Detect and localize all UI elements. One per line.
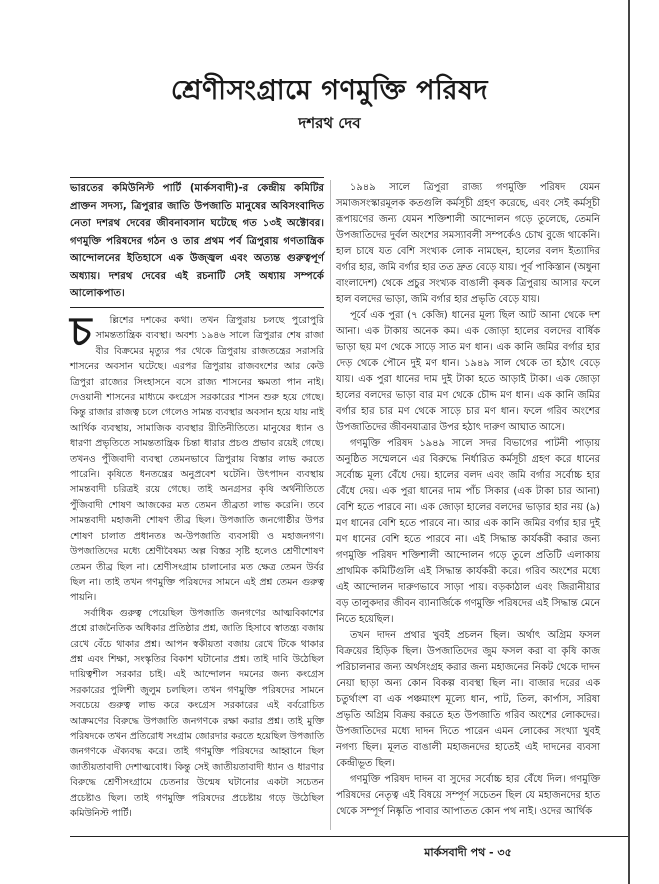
paragraph: ১৯৪৯ সালে ত্রিপুরা রাজ্য গণমুক্তি পরিষদ যেমন সমাজসংস্কারমূলক কতগুলি কর্মসূচী গ্রহণ করেছে, এবং সেই কর্মসূচী রূপায়ণের জন্য যেমন শক্তিশালী আন্দোলন গড়ে তুলেছে, তেমনি উপজাতিদের দুর্বল অংশের সমস্যাবলী সম্পর্কেও চোখ বুজে থাকেনি। হাল চাষে যত বেশি সংখ্যক লোক নামছেন, হালের বলদ ইত্যাদির বর্গার হার, জমি বর্গার হার তত দ্রুত বেড়ে যায়। পূর্ব পাকিস্তান (অধুনা বাংলাদেশ) থেকে প্রচুর সংখ্যক বাঙালী কৃষক ত্রিপুরায় আসার ফলে হাল বলদের ভাড়া, জমি বর্গার হার প্রভৃতি বেড়ে যায়। (336, 182, 600, 305)
column-divider (330, 180, 331, 830)
article-intro: ভারতের কমিউনিস্ট পার্টি (মার্কসবাদী)-র কেন্দ্রীয় কমিটির প্রাক্তন সদস্য, ত্রিপুরার জাতি উপজাতি মানুষের অবিসংবাদিত নেতা দশরথ দেবের জীবনাবসান ঘটেছে গত ১৩ই অক্টোবর। গণমুক্তি পরিষদের গঠন ও তার প্রথম পর্ব ত্রিপুরায় গণতান্ত্রিক আন্দোলনের ইতিহাসে এক উজ্জ্বল এবং অত্যন্ত গুরুত্বপূর্ণ অধ্যায়। দশরথ দেবের এই রচনাটি সেই অধ্যায় সম্পর্কে আলোকপাত। (70, 183, 324, 299)
intro-top-rule (70, 177, 324, 178)
paragraph-text: ল্লিশের দশকের কথা। তখন ত্রিপুরায় চলছে পুরোপুরি সামন্ততান্ত্রিক ব্যবস্থা। অবশ্য ১৯৪৬ সালে ত্রিপুরার শেষ রাজা বীর বিক্রমের মৃত্যুর পর থেকে ত্রিপুরায় রাজতন্ত্রের সরাসরি শাসনের অবসান ঘটেছে। এরপর ত্রিপুরায় রাজবংশের আর কেউ ত্রিপুরা রাজ্যের সিংহাসনে বসে রাজ্য শাসনের ক্ষমতা পান নাই। দেওয়ানী শাসনের মাধ্যমে কংগ্রেস সরকারের শাসন শুরু হয়ে গেছে। কিন্তু রাজার রাজত্ব চলে গেলেও সামন্ত ব্যবস্থার অবসান হয়ে যায় নাই আর্থিক ব্যবস্থায়, সামাজিক ব্যবস্থার রীতিনীতিতে। মানুষের ধ্যান ও ধারণা প্রভৃতিতে সামন্ততান্ত্রিক চিন্তা ধারার প্রচণ্ড প্রভাব রয়েই গেছে। তখনও পুঁজিবাদী ব্যবস্থা তেমনভাবে ত্রিপুরায় বিস্তার লাভ করতে পারেনি। কৃষিতে ধনতন্ত্রের অনুপ্রবেশ ঘটেনি। উৎপাদন ব্যবস্থায় সামন্তবাদী চরিত্রই রয়ে গেছে। তাই অনগ্রসর কৃষি অর্থনীতিতে পুঁজিবাদী শোষণ আজকের মত তেমন তীব্রতা লাভ করেনি। তবে সামন্তবাদী মহাজনী শোষণ তীব্র ছিল। উপজাতি জনগোষ্ঠীর উপর শোষণ চালাত প্রধানতঃ অ-উপজাতি ব্যবসায়ী ও মহাজনগণ। উপজাতিদের মধ্যে শ্রেণীবৈষম্য অল্প বিস্তর সৃষ্টি হলেও শ্রেণীশোষণ তেমন তীব্র ছিল না। শ্রেণীসংগ্রাম চালানোর মত ক্ষেত্র তেমন উর্বর ছিল না। তাই তখন গণমুক্তি পরিষদের সামনে এই প্রশ্ন তেমন গুরুত্ব পায়নি। (70, 315, 324, 604)
drop-cap: চ (70, 309, 92, 355)
paragraph: গণমুক্তি পরিষদ ১৯৪৯ সালে সদর বিভাগের পাটনী পাড়ায় অনুষ্ঠিত সম্মেলনে এর বিরুদ্ধে নির্ধারিত কর্মসূচী গ্রহণ করে ধানের সর্বোচ্চ মূল্য বেঁধে দেয়। হালের বলদ এবং জমি বর্গার সর্বোচ্চ হার বেঁধে দেয়। এক পুরা ধানের দাম পাঁচ সিকার (এক টাকা চার আনা) বেশি হতে পারবে না। এক জোড়া হালের বলদের ভাড়ার হার নয় (৯) মণ ধানের বেশি হতে পারবে না। আর এক কানি জমির বর্গার হার দুই মণ ধানের বেশি হতে পারবে না। এই সিদ্ধান্ত কার্যকরী করার জন্য গণমুক্তি পরিষদ শক্তিশালী আন্দোলন গড়ে তুলে প্রতিটি এলাকায় প্রাথমিক কমিটিগুলি এই সিদ্ধান্ত কার্যকরী করে। গরিব অংশের মধ্যে এই আন্দোলন দারুণভাবে সাড়া পায়। বড়কাঠাল এবং জিরানীয়ার বড় তালুকদার জীবন ব্যানার্জিকে গণমুক্তি পরিষদের এই সিদ্ধান্ত মেনে নিতে হয়েছিল। (336, 438, 600, 625)
paragraph: গণমুক্তি পরিষদ দাদন বা সুদের সর্বোচ্চ হার বেঁধে দিল। গণমুক্তি পরিষদের নেতৃত্ব এই বিষয়ে সম্পূর্ণ সচেতন ছিল যে মহাজনদের হাত থেকে সম্পূর্ণ নিষ্কৃতি পাবার আপাতত কোন পথ নাই। ওদের আর্থিক (336, 774, 600, 817)
right-column (336, 180, 600, 820)
paragraph: সর্বাধিক গুরুত্ব পেয়েছিল উপজাতি জনগণের আত্মবিকাশের প্রশ্নে রাজনৈতিক অধিকার প্রতিষ্ঠার প্রশ্ন, জাতি হিসাবে স্বাতন্ত্র্য বজায় রেখে বেঁচে থাকার প্রশ্ন। আপন স্বকীয়তা বজায় রেখে টিকে থাকার প্রশ্ন এবং শিক্ষা, সংস্কৃতির বিকাশ ঘটানোর প্রশ্ন। তাই দাবি উঠেছিল দায়িত্বশীল সরকার চাই। এই আন্দোলন দমনের জন্য কংগ্রেস সরকারের পুলিশী জুলুম চলছিল। তখন গণমুক্তি পরিষদের সামনে সবচেয়ে গুরুত্ব লাভ করে কংগ্রেস সরকারের এই বর্বরোচিত আক্রমণের বিরুদ্ধে উপজাতি জনগণকে রক্ষা করার প্রশ্ন। তাই মুক্তি পরিষদকে তখন প্রতিরোধ সংগ্রাম জোরদার করতে হয়েছিল উপজাতি জনগণকে ঐক্যবদ্ধ করে। তাই গণমুক্তি পরিষদের আহ্বানে ছিল জাতীয়তাবাদী দেশাত্মবোধ। কিন্তু সেই জাতীয়তাবাদী ধ্যান ও ধারণার বিরুদ্ধে শ্রেণীসংগ্রামে চেতনার উন্মেষ ঘটানোর একটা সচেতন প্রচেষ্টাও ছিল। তাই গণমুক্তি পরিষদের প্রচেষ্টায় গড়ে উঠেছিল কমিউনিস্ট পার্টি। (70, 607, 324, 819)
page-footer: মার্কসবাদী পথ - ৩৫ (424, 846, 512, 859)
left-column (70, 309, 324, 821)
page-edge-line (628, 0, 630, 884)
paragraph (70, 309, 324, 606)
paragraph: পূর্বে এক পুরা (৭ কেজি) ধানের মূল্য ছিল আট আনা থেকে দশ আনা। এক টাকায় অনেক কম। এক জোড়া হালের বলদের বার্ষিক ভাড়া ছয় মণ থেকে সাড়ে সাত মণ ধান। এক কানি জমির বর্গার হার দেড় থেকে পৌনে দুই মণ ধান। ১৯৪৯ সাল থেকে তা হঠাৎ বেড়ে যায়। এক পুরা ধানের দাম দুই টাকা হতে আড়াই টাকা। এক জোড়া হালের বলদের ভাড়া বার মণ থেকে চৌদ্দ মণ ধান। এক কানি জমির বর্গার হার চার মণ থেকে সাড়ে চার মণ ধান। ফলে গরিব অংশের উপজাতিদের জীবনযাত্রার উপর হঠাৎ দারুণ আঘাত আসে। (336, 310, 600, 433)
footer-rule (70, 836, 628, 837)
paragraph: তখন দাদন প্রথার খুবই প্রচলন ছিল। অর্থাৎ অগ্রিম ফসল বিক্রয়ের হিড়িক ছিল। উপজাতিদের জুম ফসল করা বা কৃষি কাজ পরিচালনার জন্য অর্থসংগ্রহ করার জন্য মহাজনের নিকট থেকে দাদন নেয়া ছাড়া অন্য কোন বিকল্প ব্যবস্থা ছিল না। বাজার দরের এক চতুর্থাংশ বা এক পঞ্চমাংশ মূল্যে ধান, পাট, তিল, কার্পাস, সরিষা প্রভৃতি অগ্রিম বিক্রয় করতে হত উপজাতি গরিব অংশের লোকদের। উপজাতিদের মধ্যে দাদন দিতে পারেন এমন লোকের সংখ্যা খুবই নগণ্য ছিল। মূলত বাঙালী মহাজনদের হাতেই এই দাদনের ব্যবসা কেন্দ্রীভূত ছিল। (336, 630, 600, 769)
intro-bottom-rule (70, 307, 324, 308)
article-title: শ্রেণীসংগ্রামে গণমুক্তি পরিষদ (170, 75, 489, 106)
article-author: দশরথ দেব (298, 114, 361, 132)
